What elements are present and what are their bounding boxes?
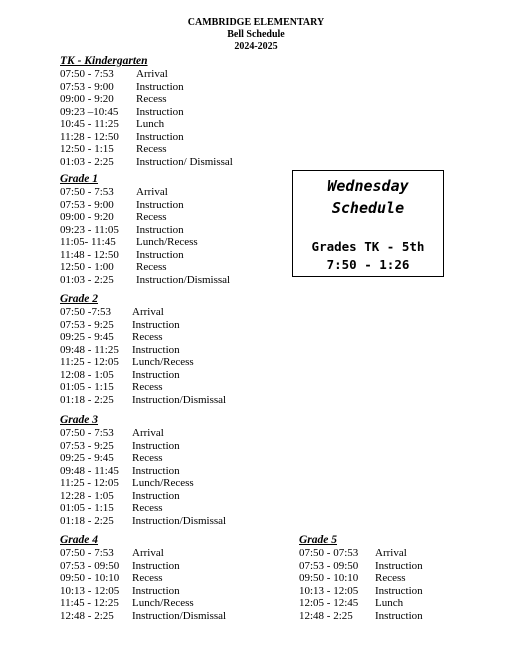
time-range: 11:05- 11:45: [60, 236, 116, 248]
time-range: 07:53 - 9:25: [60, 318, 114, 331]
period-name: Arrival: [132, 306, 164, 318]
period-name: Instruction: [136, 248, 184, 261]
schedule-row: [60, 274, 280, 287]
grade-title: Grade 2: [60, 293, 99, 305]
schedule-row: [60, 560, 280, 573]
period-name: Arrival: [136, 68, 168, 80]
time-range: 09:00 - 9:20: [60, 211, 114, 223]
period-name: Recess: [136, 93, 167, 105]
schedule-row: [60, 319, 280, 332]
grade-title: Grade 5: [299, 534, 338, 546]
time-range: 12:08 - 1:05: [60, 368, 114, 381]
period-name: Recess: [132, 452, 163, 464]
time-range: 01:05 - 1:15: [60, 502, 114, 514]
grade-section-grade-2: [60, 293, 280, 406]
period-name: Instruction/Dismissal: [132, 514, 227, 527]
schedule-row: [60, 224, 280, 237]
time-range: 11:48 - 12:50: [60, 248, 119, 261]
time-range: 10:45 - 11:25: [60, 118, 119, 130]
period-name: Instruction: [132, 464, 180, 477]
school-name: CAMBRIDGE ELEMENTARY: [187, 17, 325, 28]
time-range: 12:48 - 2:25: [299, 609, 353, 622]
period-name: Recess: [136, 211, 167, 223]
schedule-row: [60, 344, 280, 357]
time-range: 12:05 - 12:45: [299, 597, 359, 609]
schedule-row: [60, 68, 280, 81]
document-header: [0, 17, 512, 53]
period-name: Instruction: [132, 318, 180, 331]
schedule-row: [60, 515, 280, 528]
period-name: Arrival: [136, 186, 168, 198]
grade-section-tk-kindergarten: [60, 55, 280, 168]
schedule-row: [299, 547, 499, 560]
time-range: 07:53 - 09:50: [60, 559, 120, 572]
schedule-row: [60, 143, 280, 156]
period-name: Recess: [132, 572, 163, 584]
period-name: Recess: [136, 143, 167, 155]
grade-section-grade-5: [299, 534, 499, 622]
time-range: 09:00 - 9:20: [60, 93, 114, 105]
period-name: Instruction: [132, 439, 180, 452]
schedule-row: [60, 93, 280, 106]
period-name: Instruction: [136, 198, 184, 211]
time-range: 07:53 - 9:00: [60, 80, 114, 93]
period-name: Instruction: [375, 584, 423, 597]
grade-title: Grade 4: [60, 534, 99, 546]
grade-section-grade-4: [60, 534, 280, 622]
period-name: Recess: [132, 502, 163, 514]
time-range: 01:03 - 2:25: [60, 155, 114, 168]
grade-section-grade-1: [60, 173, 280, 286]
time-range: 01:03 - 2:25: [60, 273, 114, 286]
period-name: Instruction/Dismissal: [132, 393, 227, 406]
period-name: Lunch: [136, 118, 165, 130]
schedule-row: [60, 585, 280, 598]
schedule-row: [60, 199, 280, 212]
time-range: 07:53 - 09:50: [299, 559, 359, 572]
schedule-row: [60, 477, 280, 490]
schedule-row: [60, 547, 280, 560]
schedule-row: [60, 131, 280, 144]
period-name: Instruction: [132, 368, 180, 381]
period-name: Instruction: [136, 130, 184, 143]
time-range: 12:50 - 1:00: [60, 261, 114, 273]
time-range: 07:50 - 7:53: [60, 427, 114, 439]
grade-title: Grade 3: [60, 414, 99, 426]
schedule-row: [60, 211, 280, 224]
period-name: Lunch/Recess: [132, 597, 194, 609]
time-range: 07:50 -7:53: [60, 306, 112, 318]
period-name: Instruction/ Dismissal: [136, 155, 233, 168]
time-range: 01:18 - 2:25: [60, 393, 114, 406]
wednesday-grades: Grades TK - 5th: [311, 239, 425, 254]
schedule-row: [60, 490, 280, 503]
time-range: 09:48 - 11:45: [60, 464, 119, 477]
schedule-row: [60, 306, 280, 319]
wednesday-hours: 7:50 - 1:26: [326, 257, 410, 272]
schedule-row: [299, 560, 499, 573]
period-name: Recess: [132, 331, 163, 343]
time-range: 07:50 - 7:53: [60, 547, 114, 559]
schedule-row: [60, 502, 280, 515]
period-name: Instruction: [375, 609, 423, 622]
period-name: Instruction: [132, 489, 180, 502]
schedule-row: [60, 106, 280, 119]
schedule-row: [60, 236, 280, 249]
schedule-row: [60, 440, 280, 453]
time-range: 09:50 - 10:10: [60, 572, 120, 584]
period-name: Lunch/Recess: [132, 356, 194, 368]
period-name: Lunch: [375, 597, 404, 609]
period-name: Recess: [375, 572, 406, 584]
period-name: Arrival: [132, 427, 164, 439]
schedule-row: [60, 356, 280, 369]
time-range: 11:28 - 12:50: [60, 130, 119, 143]
time-range: 07:50 - 7:53: [60, 68, 114, 80]
schedule-row: [60, 81, 280, 94]
time-range: 12:48 - 2:25: [60, 609, 114, 622]
schedule-row: [60, 465, 280, 478]
time-range: 07:53 - 9:25: [60, 439, 114, 452]
time-range: 07:53 - 9:00: [60, 198, 114, 211]
time-range: 12:28 - 1:05: [60, 489, 114, 502]
period-name: Instruction: [375, 559, 423, 572]
schedule-row: [60, 597, 280, 610]
period-name: Instruction: [136, 223, 184, 236]
wednesday-schedule-box: [292, 170, 444, 277]
schedule-row: [60, 156, 280, 169]
schedule-row: [299, 610, 499, 623]
time-range: 09:25 - 9:45: [60, 331, 114, 343]
time-range: 09:25 - 9:45: [60, 452, 114, 464]
time-range: 01:18 - 2:25: [60, 514, 114, 527]
period-name: Instruction: [136, 105, 184, 118]
schedule-row: [60, 331, 280, 344]
schedule-row: [60, 427, 280, 440]
school-year: 2024-2025: [234, 41, 278, 52]
time-range: 10:13 - 12:05: [60, 584, 120, 597]
schedule-row: [60, 572, 280, 585]
schedule-row: [60, 610, 280, 623]
period-name: Recess: [132, 381, 163, 393]
grade-title: Grade 1: [60, 173, 99, 185]
time-range: 09:50 - 10:10: [299, 572, 359, 584]
schedule-row: [60, 249, 280, 262]
grade-section-grade-3: [60, 414, 280, 527]
grade-title: TK - Kindergarten: [60, 55, 148, 67]
period-name: Instruction: [136, 80, 184, 93]
period-name: Arrival: [132, 547, 164, 559]
time-range: 09:48 - 11:25: [60, 343, 119, 356]
time-range: 07:50 - 07:53: [299, 547, 359, 559]
schedule-row: [60, 394, 280, 407]
period-name: Instruction/Dismissal: [136, 273, 231, 286]
schedule-row: [60, 118, 280, 131]
period-name: Instruction: [132, 343, 180, 356]
time-range: 07:50 - 7:53: [60, 186, 114, 198]
time-range: 11:45 - 12:25: [60, 597, 119, 609]
period-name: Instruction: [132, 559, 180, 572]
schedule-row: [60, 381, 280, 394]
period-name: Arrival: [375, 547, 407, 559]
period-name: Recess: [136, 261, 167, 273]
time-range: 10:13 - 12:05: [299, 584, 359, 597]
schedule-row: [60, 452, 280, 465]
time-range: 11:25 - 12:05: [60, 477, 119, 489]
schedule-row: [299, 585, 499, 598]
schedule-row: [60, 186, 280, 199]
document-title: Bell Schedule: [227, 29, 285, 40]
period-name: Instruction/Dismissal: [132, 609, 227, 622]
time-range: 01:05 - 1:15: [60, 381, 114, 393]
period-name: Instruction: [132, 584, 180, 597]
period-name: Lunch/Recess: [132, 477, 194, 489]
schedule-row: [60, 369, 280, 382]
schedule-row: [299, 572, 499, 585]
time-range: 11:25 - 12:05: [60, 356, 119, 368]
schedule-row: [299, 597, 499, 610]
time-range: 12:50 - 1:15: [60, 143, 114, 155]
wednesday-subtitle: Schedule: [331, 199, 405, 217]
time-range: 09:23 –10:45: [60, 105, 119, 118]
schedule-row: [60, 261, 280, 274]
wednesday-title: Wednesday: [327, 177, 409, 195]
period-name: Lunch/Recess: [136, 236, 198, 248]
time-range: 09:23 - 11:05: [60, 223, 119, 236]
